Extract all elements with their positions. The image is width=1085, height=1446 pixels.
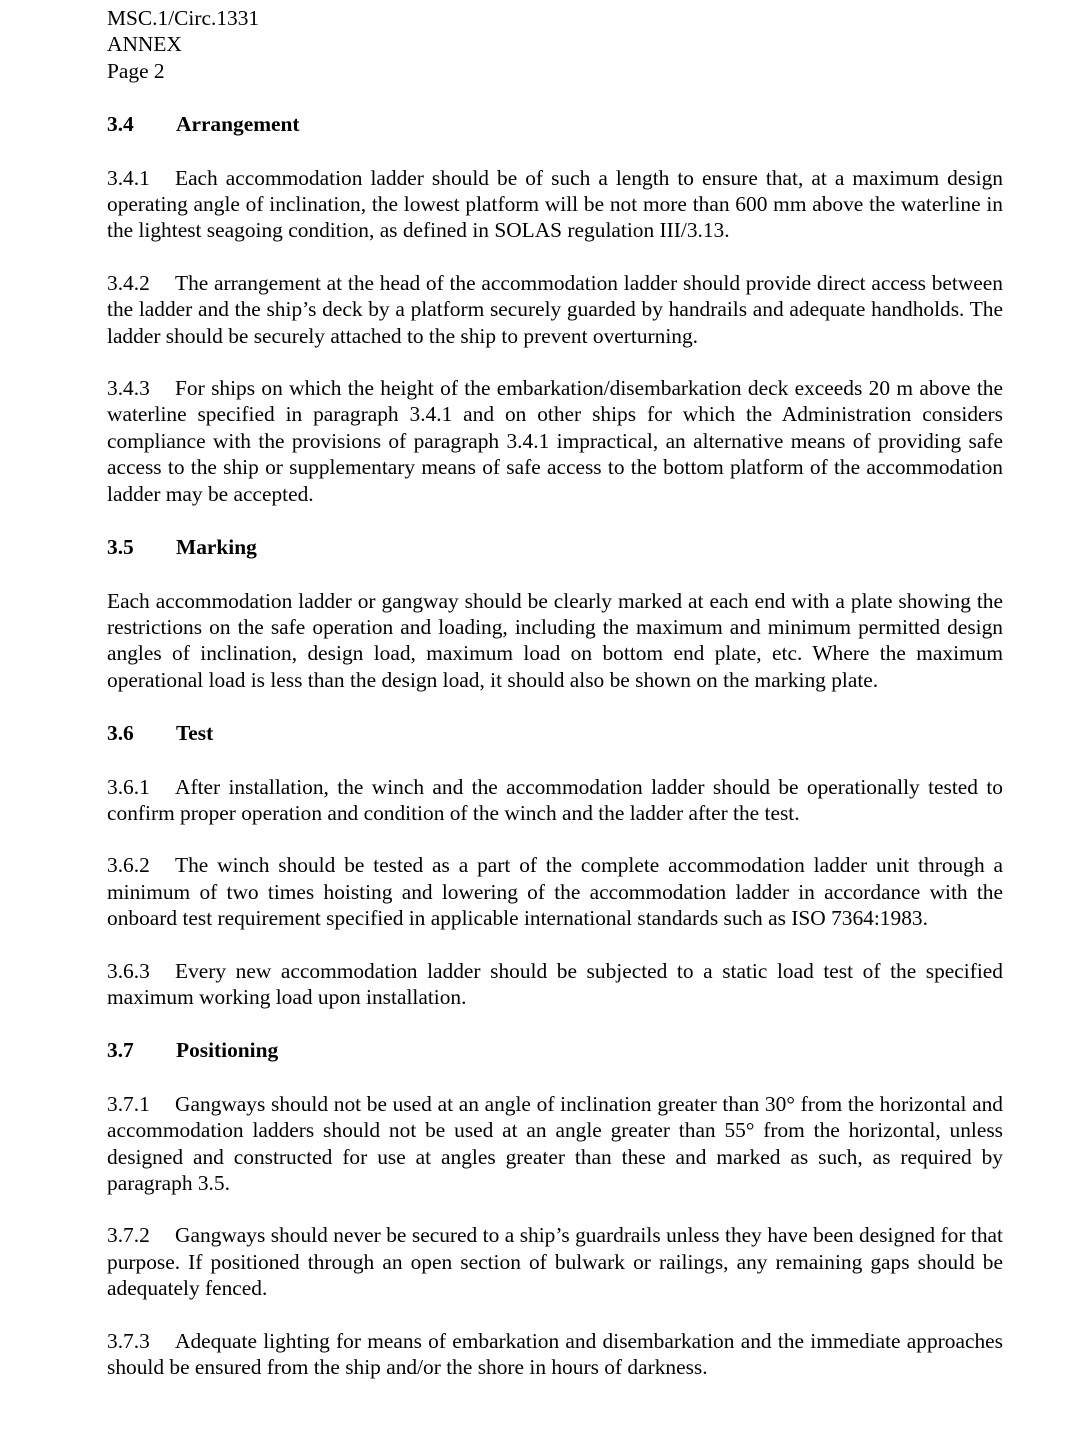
paragraph-text: After installation, the winch and the accommodation ladder should be operationally tested to confirm proper operation and condition of the winch and the ladder after the test. bbox=[107, 774, 1003, 825]
section-heading-marking bbox=[107, 534, 1003, 560]
paragraph-number: 3.4.1 bbox=[107, 165, 150, 190]
paragraph-number: 3.7.3 bbox=[107, 1328, 150, 1353]
paragraph-text: Each accommodation ladder should be of such a length to ensure that, at a maximum design operating angle of inclination, the lowest platform will be not more than 600 mm above the waterline in the lightest seagoing condition, as defined in SOLAS regulation III/3.13. bbox=[107, 165, 1003, 243]
paragraph-3-4-2 bbox=[107, 270, 1003, 349]
paragraph-text: The arrangement at the head of the accommodation ladder should provide direct access between the ladder and the ship’s deck by a platform securely guarded by handrails and adequate handholds. The ladder should be securely attached to the ship to prevent overturning. bbox=[107, 270, 1003, 348]
paragraph-number: 3.7.2 bbox=[107, 1223, 150, 1248]
paragraph-text: Gangways should never be secured to a ship’s guardrails unless they have been designed for that purpose. If positioned through an open section of bulwark or railings, any remaining gaps should be adequately fenced. bbox=[107, 1223, 1003, 1301]
paragraph-3-6-3 bbox=[107, 958, 1003, 1011]
page-header bbox=[107, 5, 1003, 84]
paragraph-3-7-3 bbox=[107, 1328, 1003, 1381]
section-title: Marking bbox=[176, 535, 257, 560]
paragraph-3-7-2 bbox=[107, 1222, 1003, 1301]
annex-label: ANNEX bbox=[107, 32, 182, 57]
paragraph-3-6-1 bbox=[107, 774, 1003, 827]
document-page bbox=[107, 5, 1003, 1380]
section-number: 3.6 bbox=[107, 721, 134, 746]
paragraph-number: 3.7.1 bbox=[107, 1091, 150, 1116]
paragraph-3-7-1 bbox=[107, 1091, 1003, 1197]
circular-reference: MSC.1/Circ.1331 bbox=[107, 6, 260, 30]
paragraph-number: 3.4.3 bbox=[107, 376, 150, 401]
paragraph-3-5 bbox=[107, 588, 1003, 694]
paragraph-text: Gangways should not be used at an angle of inclination greater than 30° from the horizontal and accommodation ladders should not be used at an angle greater than 55° from the horizontal, unless designed and constructed for use at angles greater than these and marked as such, as required by paragraph 3.5. bbox=[107, 1091, 1003, 1195]
paragraph-text: For ships on which the height of the embarkation/disembarkation deck exceeds 20 m above the waterline specified in paragraph 3.4.1 and on other ships for which the Administration considers compliance with the provisions of paragraph 3.4.1 impractical, an alternative means of providing safe access to the ship or supplementary means of safe access to the bottom platform of the accommodation ladder may be accepted. bbox=[107, 376, 1003, 506]
paragraph-number: 3.6.2 bbox=[107, 853, 150, 878]
paragraph-number: 3.6.1 bbox=[107, 774, 150, 799]
paragraph-text: The winch should be tested as a part of the complete accommodation ladder unit through a minimum of two times hoisting and lowering of the accommodation ladder in accordance with the onboard test requirement specified in applicable international standards such as ISO 7364:1983. bbox=[107, 853, 1003, 931]
section-heading-test bbox=[107, 720, 1003, 746]
paragraph-number: 3.4.2 bbox=[107, 270, 150, 295]
section-title: Test bbox=[176, 721, 214, 746]
section-title: Arrangement bbox=[176, 112, 300, 137]
section-title: Positioning bbox=[176, 1038, 279, 1063]
paragraph-text: Every new accommodation ladder should be subjected to a static load test of the specified maximum working load upon installation. bbox=[107, 958, 1003, 1009]
paragraph-3-6-2 bbox=[107, 852, 1003, 931]
section-heading-positioning bbox=[107, 1037, 1003, 1063]
section-number: 3.4 bbox=[107, 112, 134, 137]
section-number: 3.7 bbox=[107, 1038, 134, 1063]
paragraph-text: Each accommodation ladder or gangway should be clearly marked at each end with a plate showing the restrictions on the safe operation and loading, including the maximum and minimum permitted design angles of inclination, design load, maximum load on bottom end plate, etc. Where the maximum operational load is less than the design load, it should also be shown on the marking plate. bbox=[107, 588, 1003, 692]
paragraph-text: Adequate lighting for means of embarkation and disembarkation and the immediate approaches should be ensured from the ship and/or the shore in hours of darkness. bbox=[107, 1328, 1003, 1380]
paragraph-3-4-1 bbox=[107, 165, 1003, 244]
section-heading-arrangement bbox=[107, 111, 1003, 137]
paragraph-number: 3.6.3 bbox=[107, 958, 150, 983]
paragraph-3-4-3 bbox=[107, 375, 1003, 507]
section-number: 3.5 bbox=[107, 535, 134, 560]
page-number: Page 2 bbox=[107, 58, 165, 83]
